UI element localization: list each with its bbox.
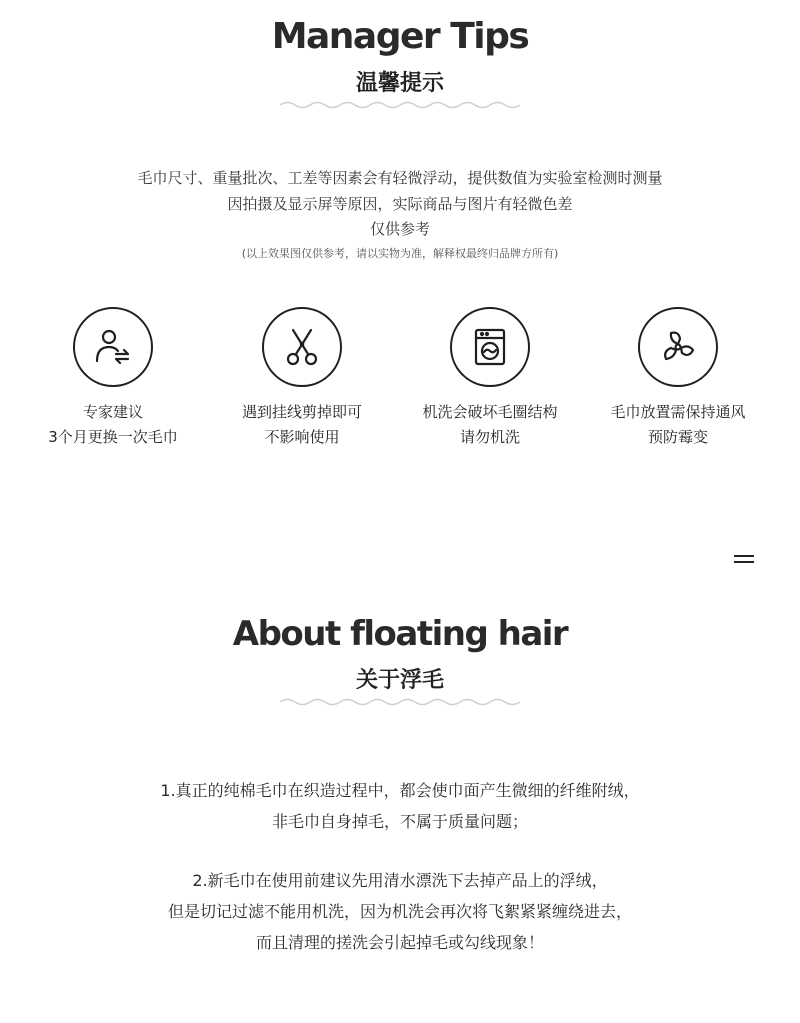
- tip-caption-2: [202, 400, 402, 450]
- about-p2-line2: 但是切记过滤不能用机洗，因为机洗会再次将飞絮紧紧缠绕进去，: [167, 902, 632, 921]
- tip-caption-1-line1: 专家建议: [82, 403, 143, 421]
- tip-caption-4: [578, 400, 778, 450]
- tip-caption-4-line1: 毛巾放置需保持通风: [610, 403, 746, 421]
- about-p2-line3: 而且清理的搓洗会引起掉毛或勾线现象！: [255, 933, 544, 952]
- menu-icon[interactable]: [734, 555, 754, 567]
- about-p2-line1: 2.新毛巾在使用前建议先用清水漂洗下去掉产品上的浮绒，: [192, 871, 608, 890]
- tip-caption-2-line1: 遇到挂线剪掉即可: [241, 403, 362, 421]
- about-title-en: About floating hair: [232, 614, 568, 654]
- tips-line-2: 因拍摄及显示屏等原因，实际商品与图片有轻微色差: [227, 195, 573, 213]
- about-p1-line1: 1.真正的纯棉毛巾在织造过程中，都会使巾面产生微细的纤维附绒，: [160, 781, 640, 800]
- tips-note: (以上效果图仅供参考，请以实物为准，解释权最终归品牌方所有): [241, 247, 559, 260]
- tip-caption-4-line2: 预防霉变: [647, 428, 708, 446]
- tip-caption-2-line2: 不影响使用: [264, 428, 340, 446]
- tip-caption-3: [390, 400, 590, 450]
- about-title-cn: 关于浮毛: [355, 668, 444, 693]
- wave-divider: [280, 100, 520, 110]
- about-p1-line2: 非毛巾自身掉毛，不属于质量问题；: [271, 812, 528, 831]
- tips-title-cn: 温馨提示: [355, 71, 444, 96]
- tips-title-en: Manager Tips: [271, 16, 529, 57]
- tip-caption-3-line1: 机洗会破坏毛圈结构: [422, 403, 558, 421]
- tip-caption-1: [13, 400, 213, 450]
- tip-caption-3-line2: 请勿机洗: [459, 428, 520, 446]
- scissors-icon: [262, 307, 342, 387]
- washing-machine-icon: [450, 307, 530, 387]
- tip-caption-1-line2: 3个月更换一次毛巾: [48, 428, 178, 446]
- tips-line-3: 仅供参考: [369, 220, 430, 238]
- wave-divider-2: [280, 697, 520, 707]
- fan-icon: [638, 307, 718, 387]
- person-swap-icon: [73, 307, 153, 387]
- tips-line-1: 毛巾尺寸、重量批次、工差等因素会有轻微浮动，提供数值为实验室检测时测量: [137, 169, 663, 187]
